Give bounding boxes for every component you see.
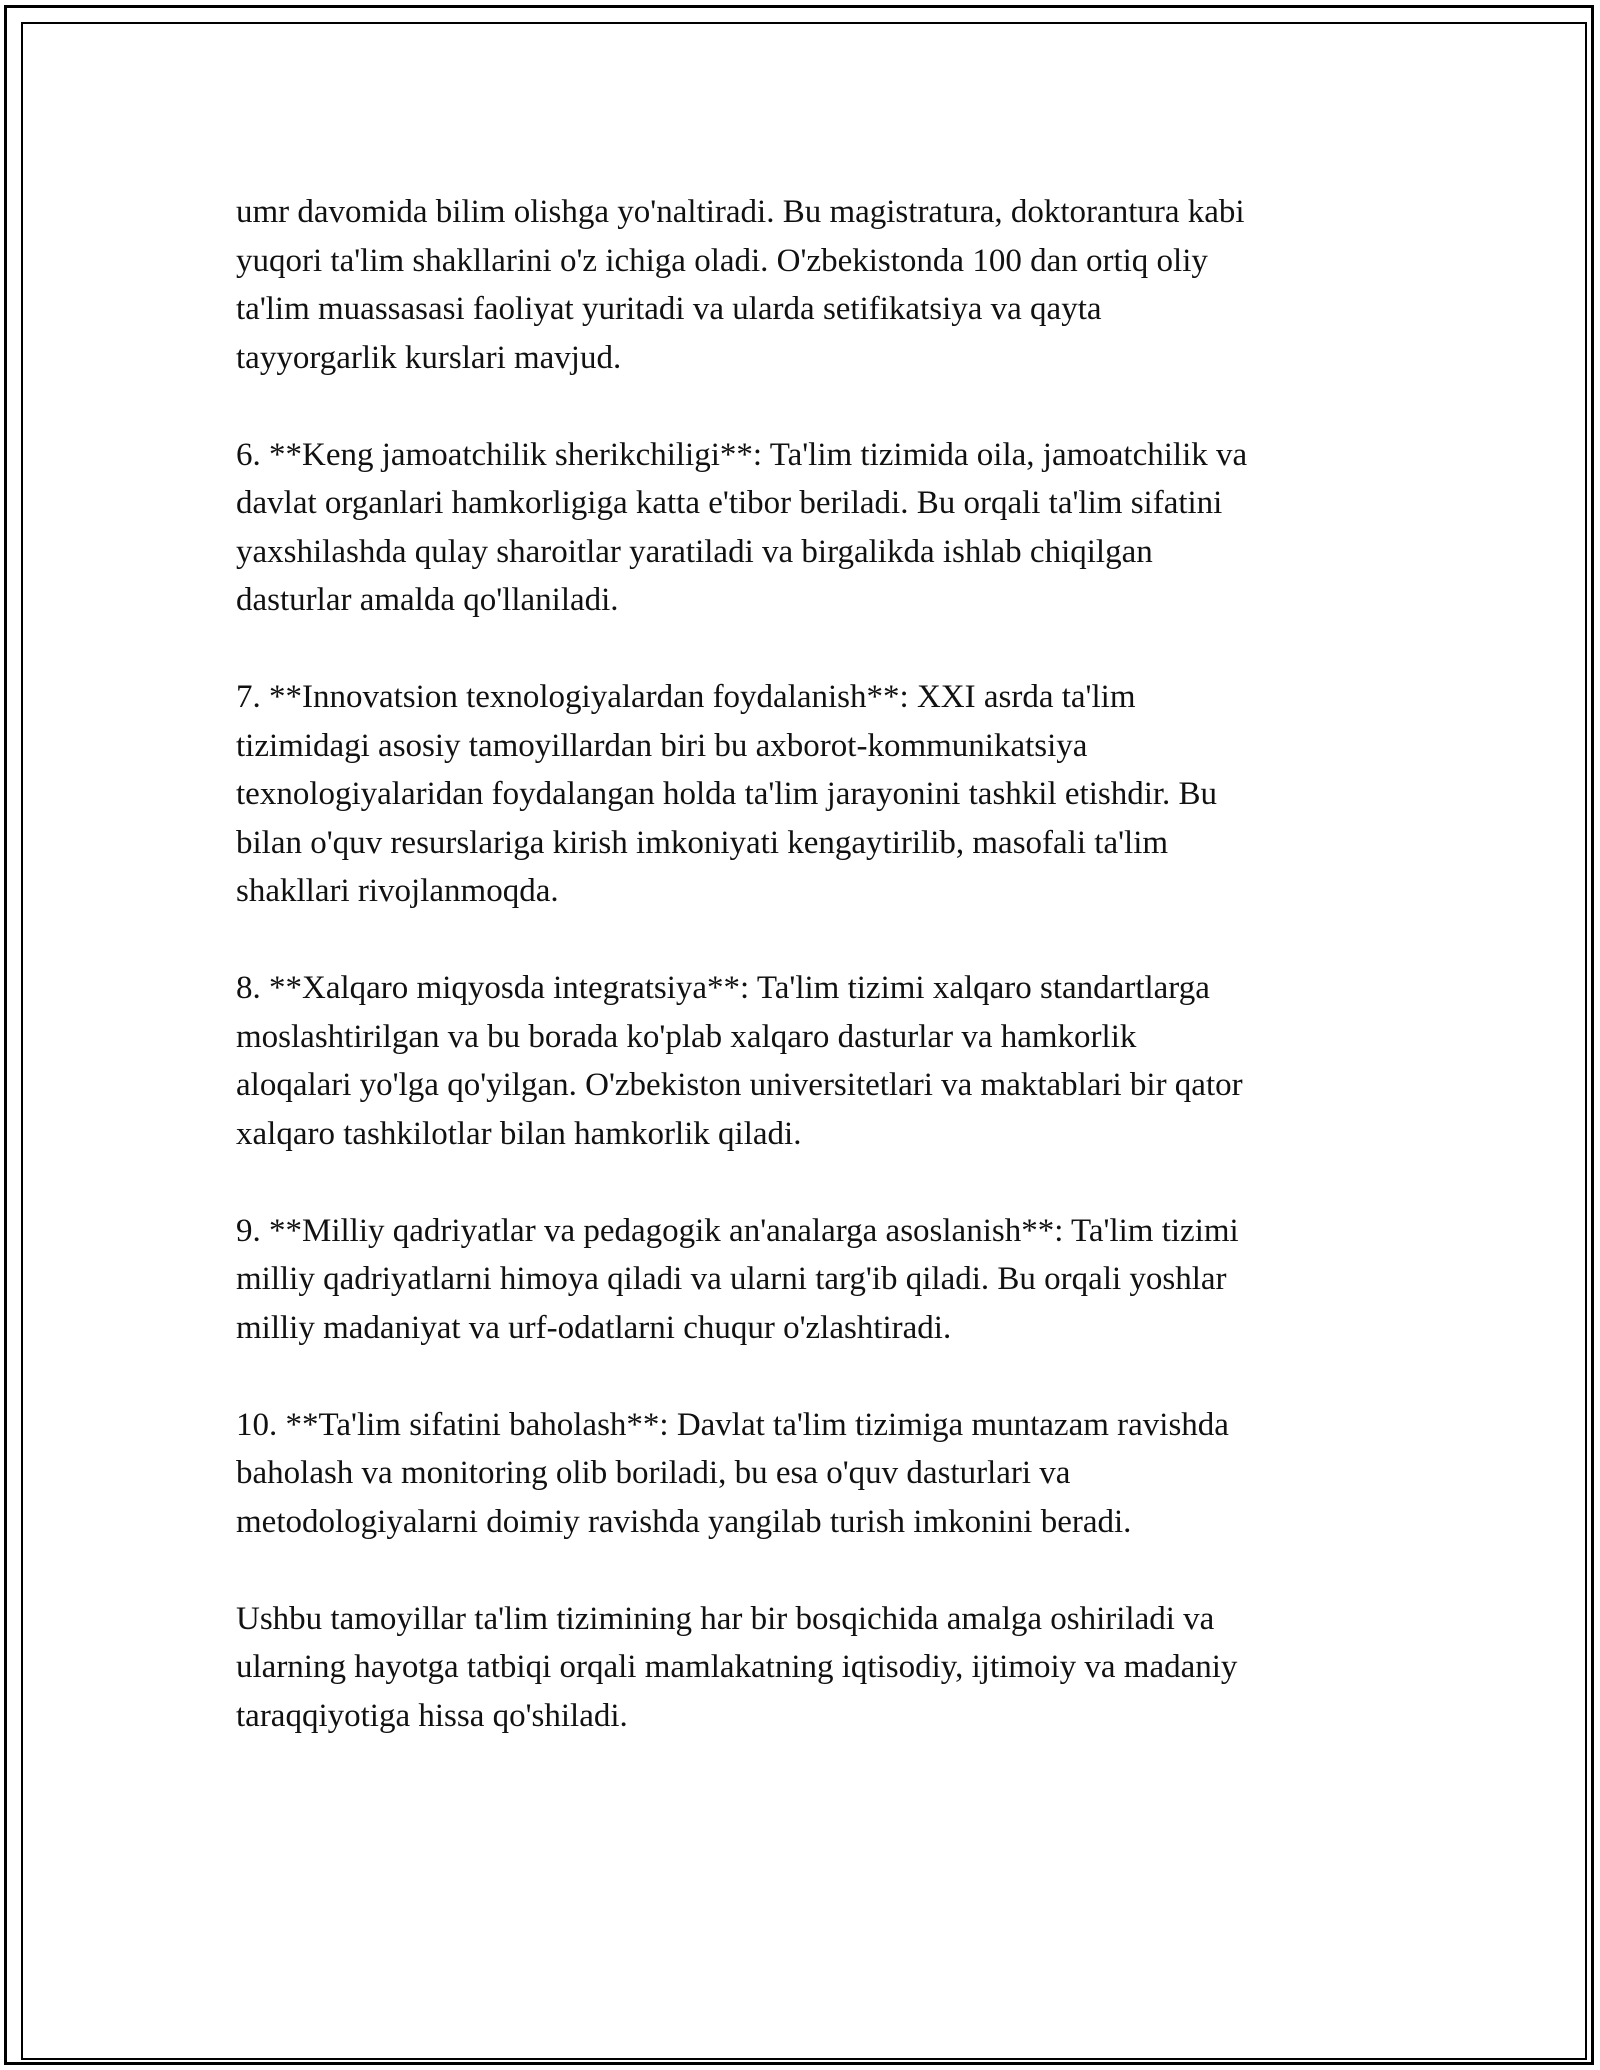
text-line: taraqqiyotiga hissa qo'shiladi. xyxy=(236,1697,628,1734)
paragraph-continuation xyxy=(236,188,1396,382)
text-line: davlat organlari hamkorligiga katta e'tibor beriladi. Bu orqali ta'lim sifatini xyxy=(236,485,1223,521)
text-line: dasturlar amalda qo'llaniladi. xyxy=(236,582,619,618)
text-line: 9. **Milliy qadriyatlar va pedagogik an'analarga asoslanish**: Ta'lim tizimi xyxy=(236,1212,1239,1249)
text-line: shakllari rivojlanmoqda. xyxy=(236,873,559,909)
text-line: tizimidagi asosiy tamoyillardan biri bu axborot-kommunikatsiya xyxy=(236,727,1088,764)
paragraph-item-6 xyxy=(236,431,1396,625)
text-line: 6. **Keng jamoatchilik sherikchiligi**: Ta'lim tizimida oila, jamoatchilik va xyxy=(236,436,1248,473)
text-line: Ushbu tamoyillar ta'lim tizimining har bir bosqichida amalga oshiriladi va xyxy=(236,1600,1215,1637)
text-line: 8. **Xalqaro miqyosda integratsiya**: Ta'lim tizimi xalqaro standartlarga xyxy=(236,970,1210,1006)
text-line: 10. **Ta'lim sifatini baholash**: Davlat ta'lim tizimiga muntazam ravishda xyxy=(236,1406,1229,1443)
text-line: xalqaro tashkilotlar bilan hamkorlik qiladi. xyxy=(236,1115,802,1152)
paragraph-conclusion xyxy=(236,1595,1396,1741)
document-body xyxy=(236,188,1396,1789)
text-line: milliy madaniyat va urf-odatlarni chuqur o'zlashtiradi. xyxy=(236,1309,952,1346)
text-line: ta'lim muassasasi faoliyat yuritadi va ularda setifikatsiya va qayta xyxy=(236,291,1102,327)
text-line: baholash va monitoring olib boriladi, bu esa o'quv dasturlari va xyxy=(236,1455,1071,1491)
text-line: yaxshilashda qulay sharoitlar yaratiladi va birgalikda ishlab chiqilgan xyxy=(236,533,1153,570)
text-line: ularning hayotga tatbiqi orqali mamlakatning iqtisodiy, ijtimoiy va madaniy xyxy=(236,1649,1238,1685)
text-line: 7. **Innovatsion texnologiyalardan foydalanish**: XXI asrda ta'lim xyxy=(236,679,1136,715)
paragraph-item-7 xyxy=(236,673,1396,916)
text-line: yuqori ta'lim shakllarini o'z ichiga oladi. O'zbekistonda 100 dan ortiq oliy xyxy=(236,242,1208,279)
text-line: metodologiyalarni doimiy ravishda yangilab turish imkonini beradi. xyxy=(236,1503,1132,1540)
text-line: umr davomida bilim olishga yo'naltiradi. Bu magistratura, doktorantura kabi xyxy=(236,194,1245,230)
paragraph-item-10 xyxy=(236,1401,1396,1547)
paragraph-item-8 xyxy=(236,964,1396,1158)
text-line: tayyorgarlik kurslari mavjud. xyxy=(236,339,622,376)
text-line: milliy qadriyatlarni himoya qiladi va ularni targ'ib qiladi. Bu orqali yoshlar xyxy=(236,1261,1227,1297)
text-line: moslashtirilgan va bu borada ko'plab xalqaro dasturlar va hamkorlik xyxy=(236,1018,1137,1055)
paragraph-item-9 xyxy=(236,1207,1396,1353)
text-line: aloqalari yo'lga qo'yilgan. O'zbekiston universitetlari va maktablari bir qator xyxy=(236,1067,1243,1103)
text-line: texnologiyalaridan foydalangan holda ta'lim jarayonini tashkil etishdir. Bu xyxy=(236,776,1218,812)
text-line: bilan o'quv resurslariga kirish imkoniyati kengaytirilib, masofali ta'lim xyxy=(236,824,1169,861)
